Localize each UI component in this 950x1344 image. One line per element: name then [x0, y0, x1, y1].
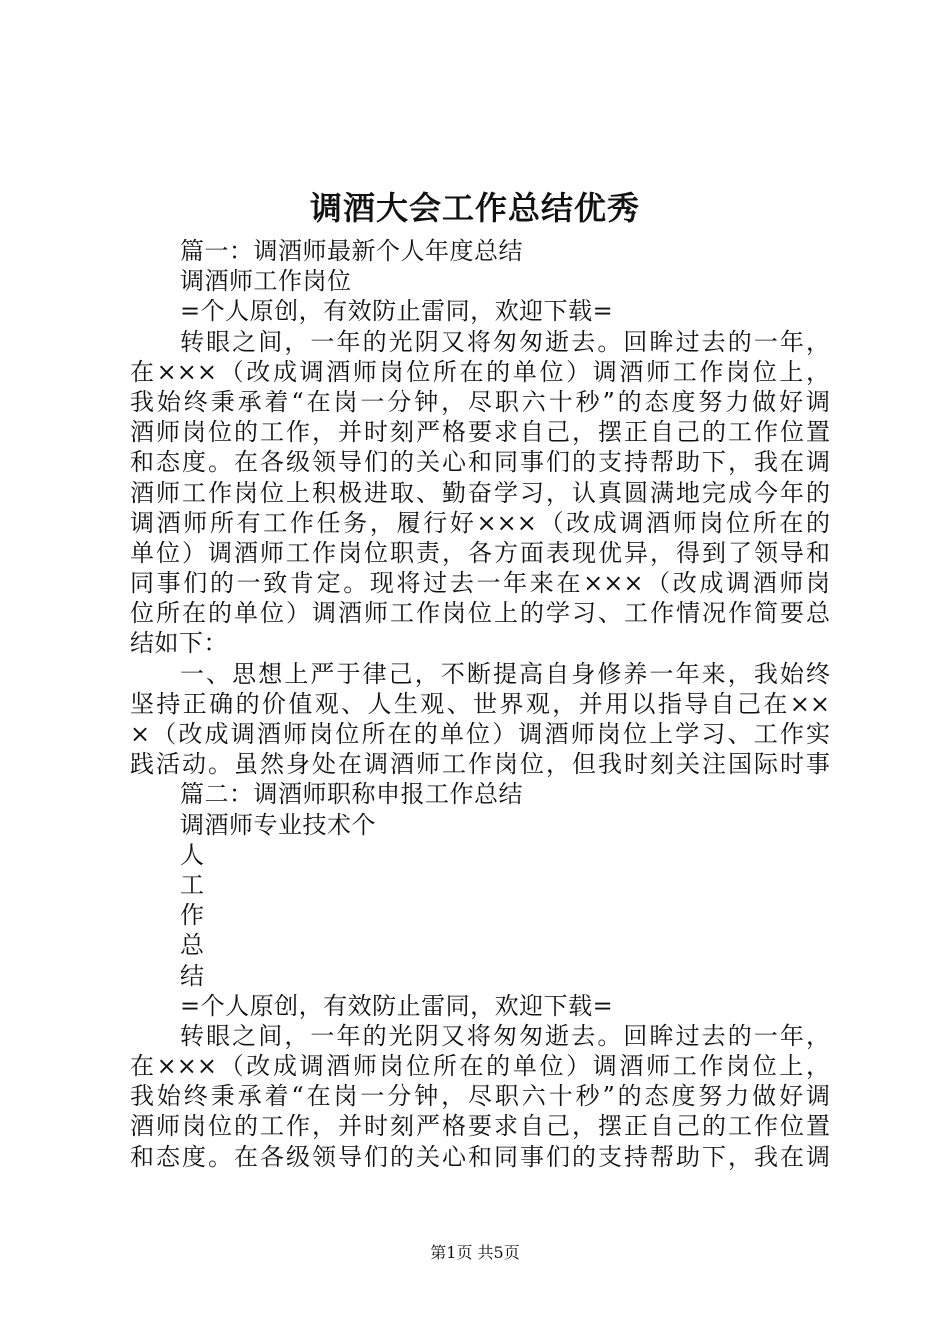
text-line: 人: [180, 840, 205, 869]
paragraph-line: 转眼之间，一年的光阴又将匆匆逝去。回眸过去的一年，: [180, 327, 830, 356]
text-line: 工: [180, 870, 205, 899]
paragraph-line: ×（改成调酒师岗位所在的单位）调酒师岗位上学习、工作实: [130, 720, 830, 748]
paragraph-line: 酒师岗位的工作，并时刻严格要求自己，摆正自己的工作位置: [130, 418, 830, 447]
page-number: 第1页 共5页: [430, 1243, 520, 1262]
paragraph-line: 坚持正确的价值观、人生观、世界观，并用以指导自己在××: [130, 689, 830, 718]
paragraph-line: 践活动。虽然身处在调酒师工作岗位，但我时刻关注国际时事: [130, 750, 830, 779]
text-line: 调酒师工作岗位: [180, 267, 352, 296]
text-line: 总: [180, 931, 205, 960]
paragraph-line: 结如下：: [130, 629, 228, 658]
paragraph-line: 单位）调酒师工作岗位职责，各方面表现优异，得到了领导和: [130, 538, 830, 567]
paragraph-line: 转眼之间，一年的光阴又将匆匆逝去。回眸过去的一年，: [180, 1021, 830, 1050]
paragraph-line: 我始终秉承着“在岗一分钟，尽职六十秒”的态度努力做好调: [130, 387, 830, 416]
text-line: 调酒师专业技术个: [180, 810, 376, 839]
paragraph-line: 位所在的单位）调酒师工作岗位上的学习、工作情况作简要总: [130, 599, 830, 628]
paragraph-line: 和态度。在各级领导们的关心和同事们的支持帮助下，我在调: [130, 1142, 830, 1171]
paragraph-line: 和态度。在各级领导们的关心和同事们的支持帮助下，我在调: [130, 448, 830, 477]
text-line: 作: [180, 901, 205, 930]
paragraph-line: 酒师工作岗位上积极进取、勤奋学习，认真圆满地完成今年的: [130, 478, 830, 507]
paragraph-line: 调酒师所有工作任务，履行好×××（改成调酒师岗位所在的: [130, 508, 830, 537]
paragraph-line: 在×××（改成调酒师岗位所在的单位）调酒师工作岗位上，: [130, 1052, 830, 1081]
document-title: 调酒大会工作总结优秀: [309, 189, 640, 227]
text-line: =个人原创，有效防止雷同，欢迎下载=: [180, 991, 614, 1020]
paragraph-line: 同事们的一致肯定。现将过去一年来在×××（改成调酒师岗: [130, 569, 830, 598]
section-heading: 篇一：调酒师最新个人年度总结: [180, 237, 523, 265]
document-body: [130, 236, 830, 1172]
paragraph-line: 一、思想上严于律己，不断提高自身修养一年来，我始终: [180, 659, 830, 688]
text-line: =个人原创，有效防止雷同，欢迎下载=: [180, 297, 614, 326]
paragraph-line: 在×××（改成调酒师岗位所在的单位）调酒师工作岗位上，: [130, 357, 830, 386]
section-heading: 篇二：调酒师职称申报工作总结: [180, 780, 523, 809]
text-line: 结: [180, 961, 205, 990]
paragraph-line: 我始终秉承着“在岗一分钟，尽职六十秒”的态度努力做好调: [130, 1082, 830, 1111]
paragraph-line: 酒师岗位的工作，并时刻严格要求自己，摆正自己的工作位置: [130, 1112, 830, 1141]
